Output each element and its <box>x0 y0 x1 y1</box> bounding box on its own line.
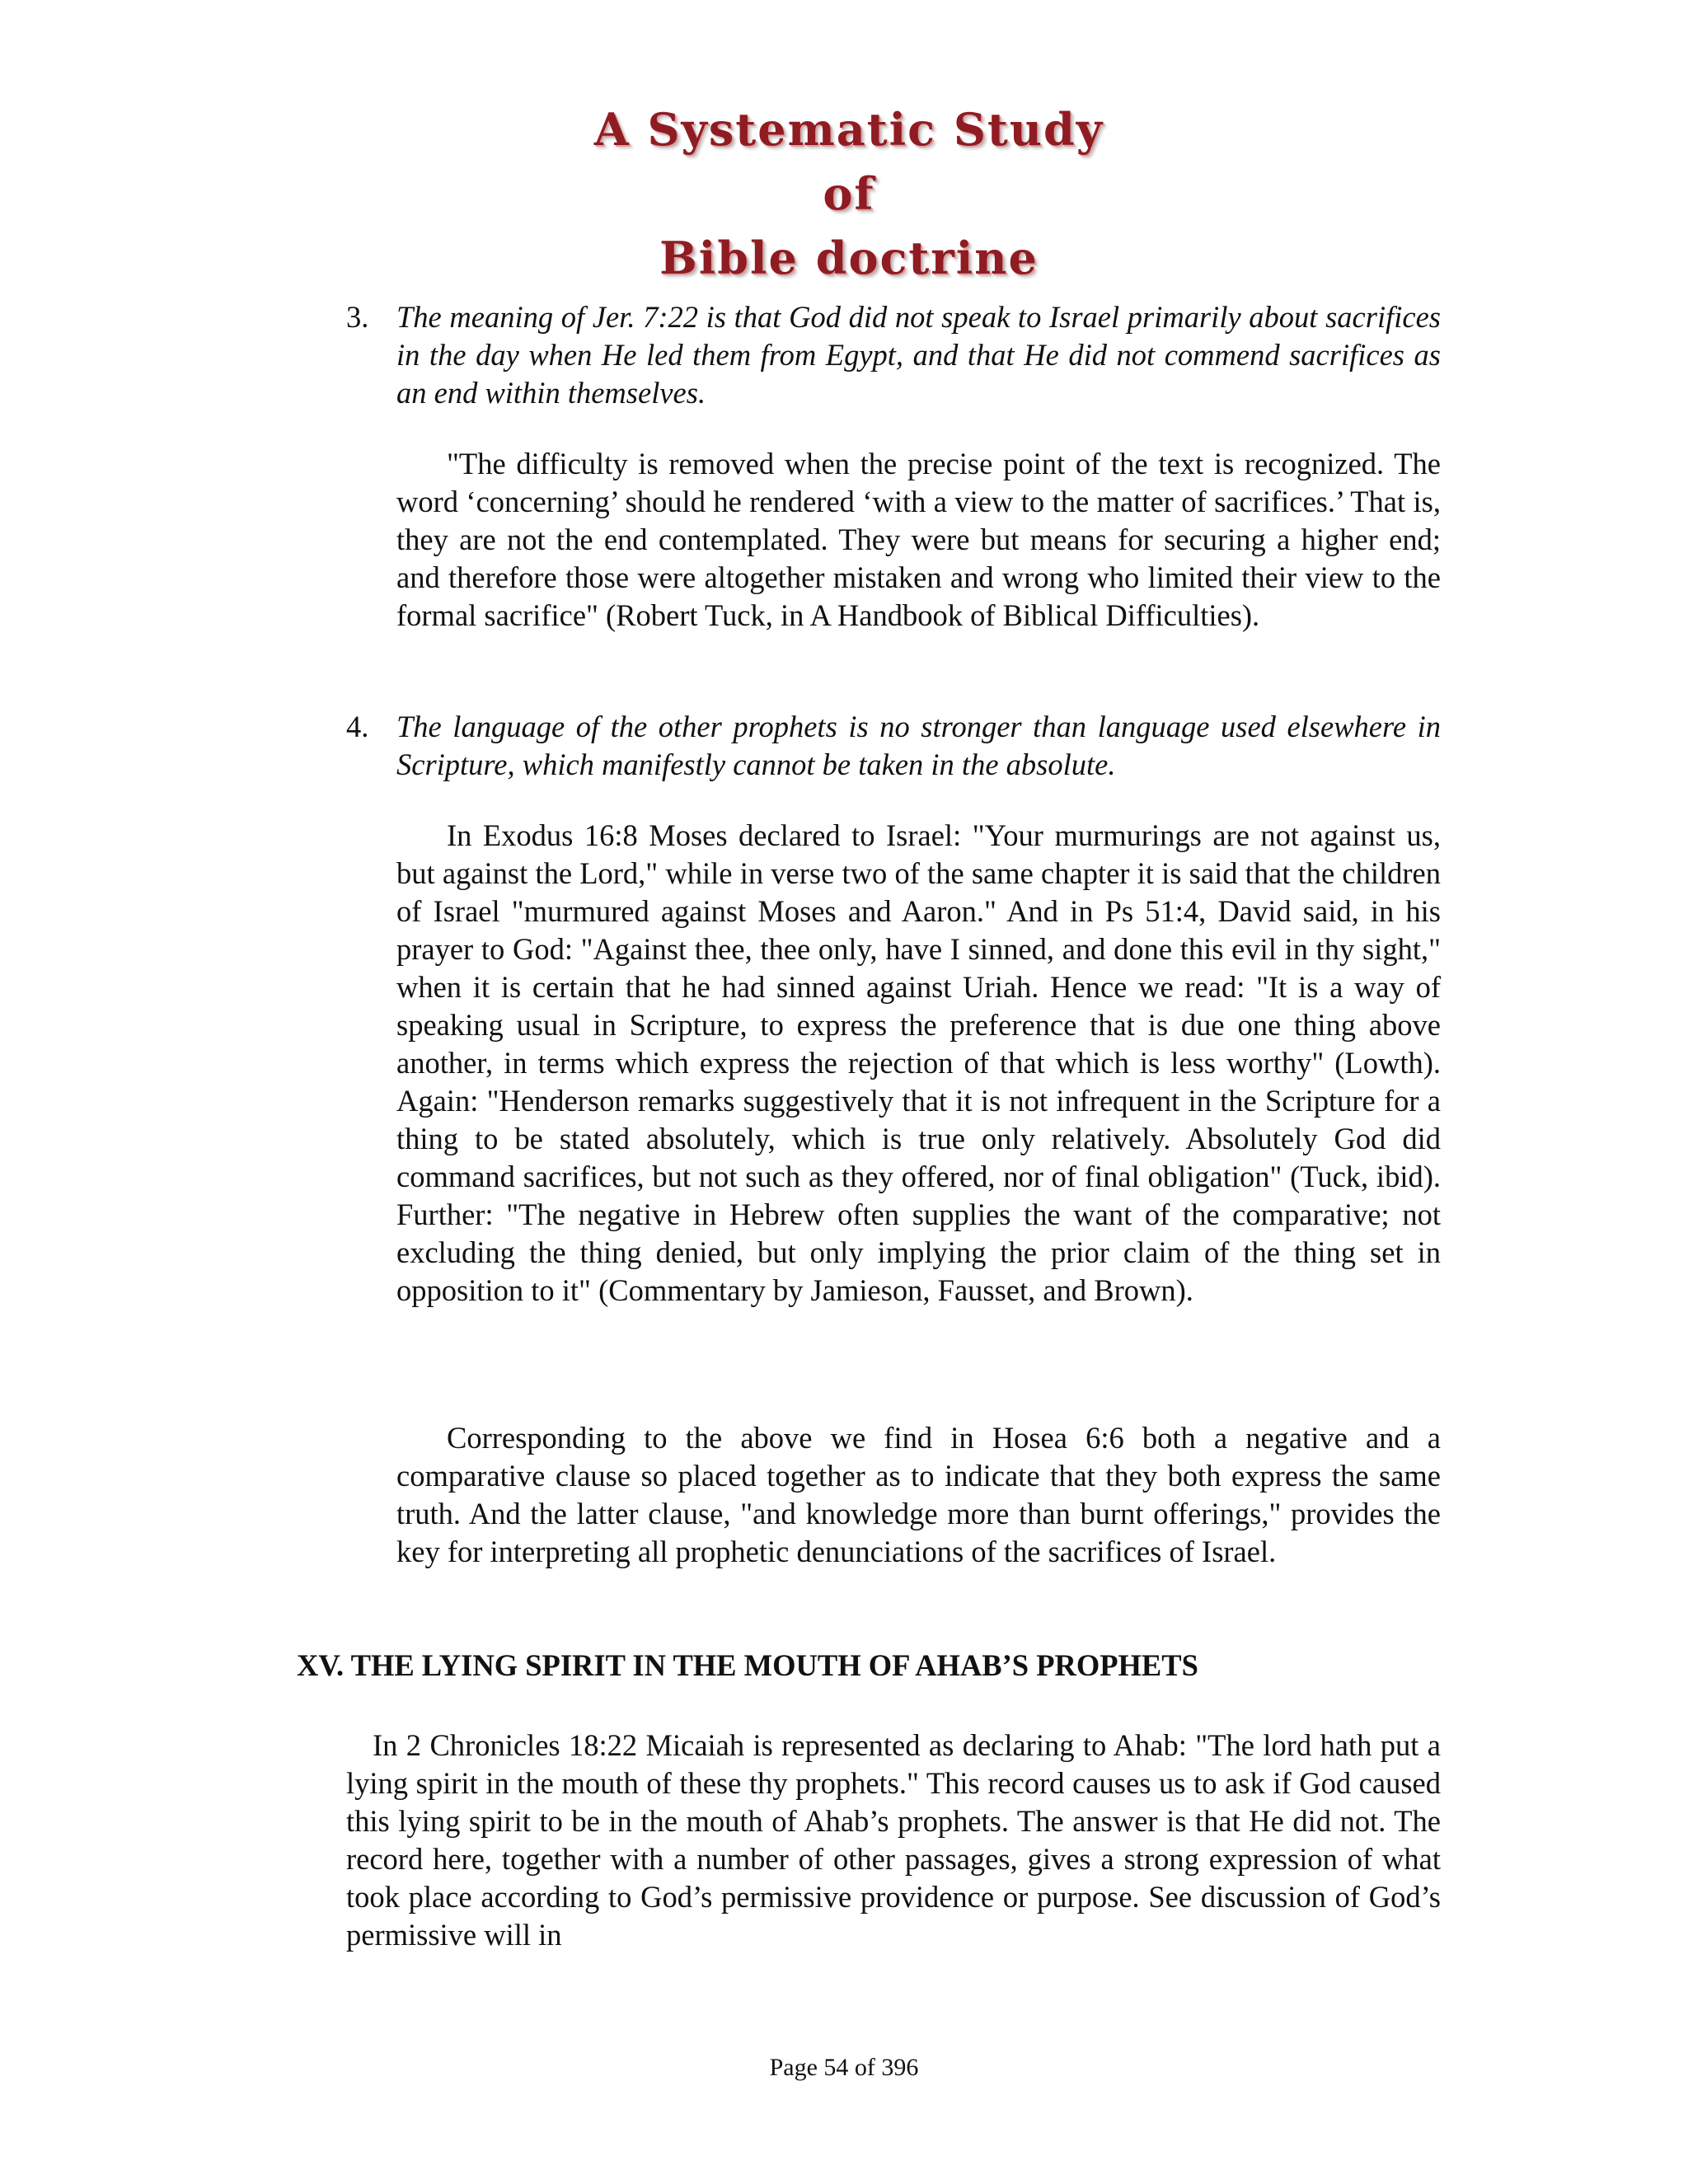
quote-paragraph-tuck: "The difficulty is removed when the precise point of the text is recognized. The word ‘concerning’ should he rendered ‘with a view to the matter of sacrifices.’ That is, they are not the end contemplated. They were but means for securing a higher end; and therefore those were altogether mistaken and wrong who limited their view to the formal sacrifice" (Robert Tuck, in A Handbook of Biblical Difficulties). <box>396 447 1441 632</box>
paragraph-chronicles: In 2 Chronicles 18:22 Micaiah is represented as declaring to Ahab: "The lord hath put a lying spirit in the mouth of these thy prophets." This record causes us to ask if God caused this lying spirit to be in the mouth of Ahab’s prophets. The answer is that He did not. The record here, together with a number of other passages, gives a strong expression of what took place according to God’s permissive providence or purpose. See discussion of God’s permissive will in <box>346 1728 1441 1952</box>
point-text: The meaning of Jer. 7:22 is that God did not speak to Israel primarily about sacrifices in the day when He led them from Egypt, and that He did not commend sacrifices as an end within themselves. <box>396 300 1441 410</box>
banner-title-line1: A Systematic Study of <box>593 103 1104 220</box>
numbered-point-4 <box>346 708 1441 784</box>
banner-title-line2: Bible doctrine <box>659 232 1039 284</box>
point-number: 4. <box>346 710 369 743</box>
point-number: 3. <box>346 300 369 334</box>
paragraph-exodus: In Exodus 16:8 Moses declared to Israel: "Your murmurings are not against us, but against the Lord," while in verse two of the same chapter it is said that the children of Israel "murmured against Moses and Aaron." And in Ps 51:4, David said, in his prayer to God: "Against thee, thee only, have I sinned, and done this evil in thy sight," when it is certain that he had sinned against Uriah. Hence we read: "It is a way of speaking usual in Scripture, to express the preference that is due one thing above another, in terms which express the rejection of that which is less worthy" (Lowth). Again: "Henderson remarks suggestively that it is not infrequent in the Scripture for a thing to be stated absolutely, which is true only relatively. Absolutely God did command sacrifices, but not such as they offered, nor of final obligation" (Tuck, ibid). Further: "The negative in Hebrew often supplies the want of the comparative; not excluding the thing denied, but only implying the prior claim of the thing set in opposition to it" (Commentary by Jamieson, Fausset, and Brown). <box>396 818 1441 1307</box>
section-heading: XV. THE LYING SPIRIT IN THE MOUTH OF AHAB’S PROPHETS <box>297 1648 1198 1682</box>
numbered-point-3 <box>346 298 1441 412</box>
paragraph-hosea: Corresponding to the above we find in Hosea 6:6 both a negative and a comparative clause so placed together as to indicate that they both express the same truth. And the latter clause, "and knowledge more than burnt offerings," provides the key for interpreting all prophetic denunciations of the sacrifices of Israel. <box>396 1421 1441 1568</box>
point-text: The language of the other prophets is no stronger than language used elsewhere in Scripture, which manifestly cannot be taken in the absolute. <box>396 710 1441 781</box>
page-number-footer: Page 54 of 396 <box>769 2054 919 2081</box>
title-banner-logo <box>560 97 1137 290</box>
